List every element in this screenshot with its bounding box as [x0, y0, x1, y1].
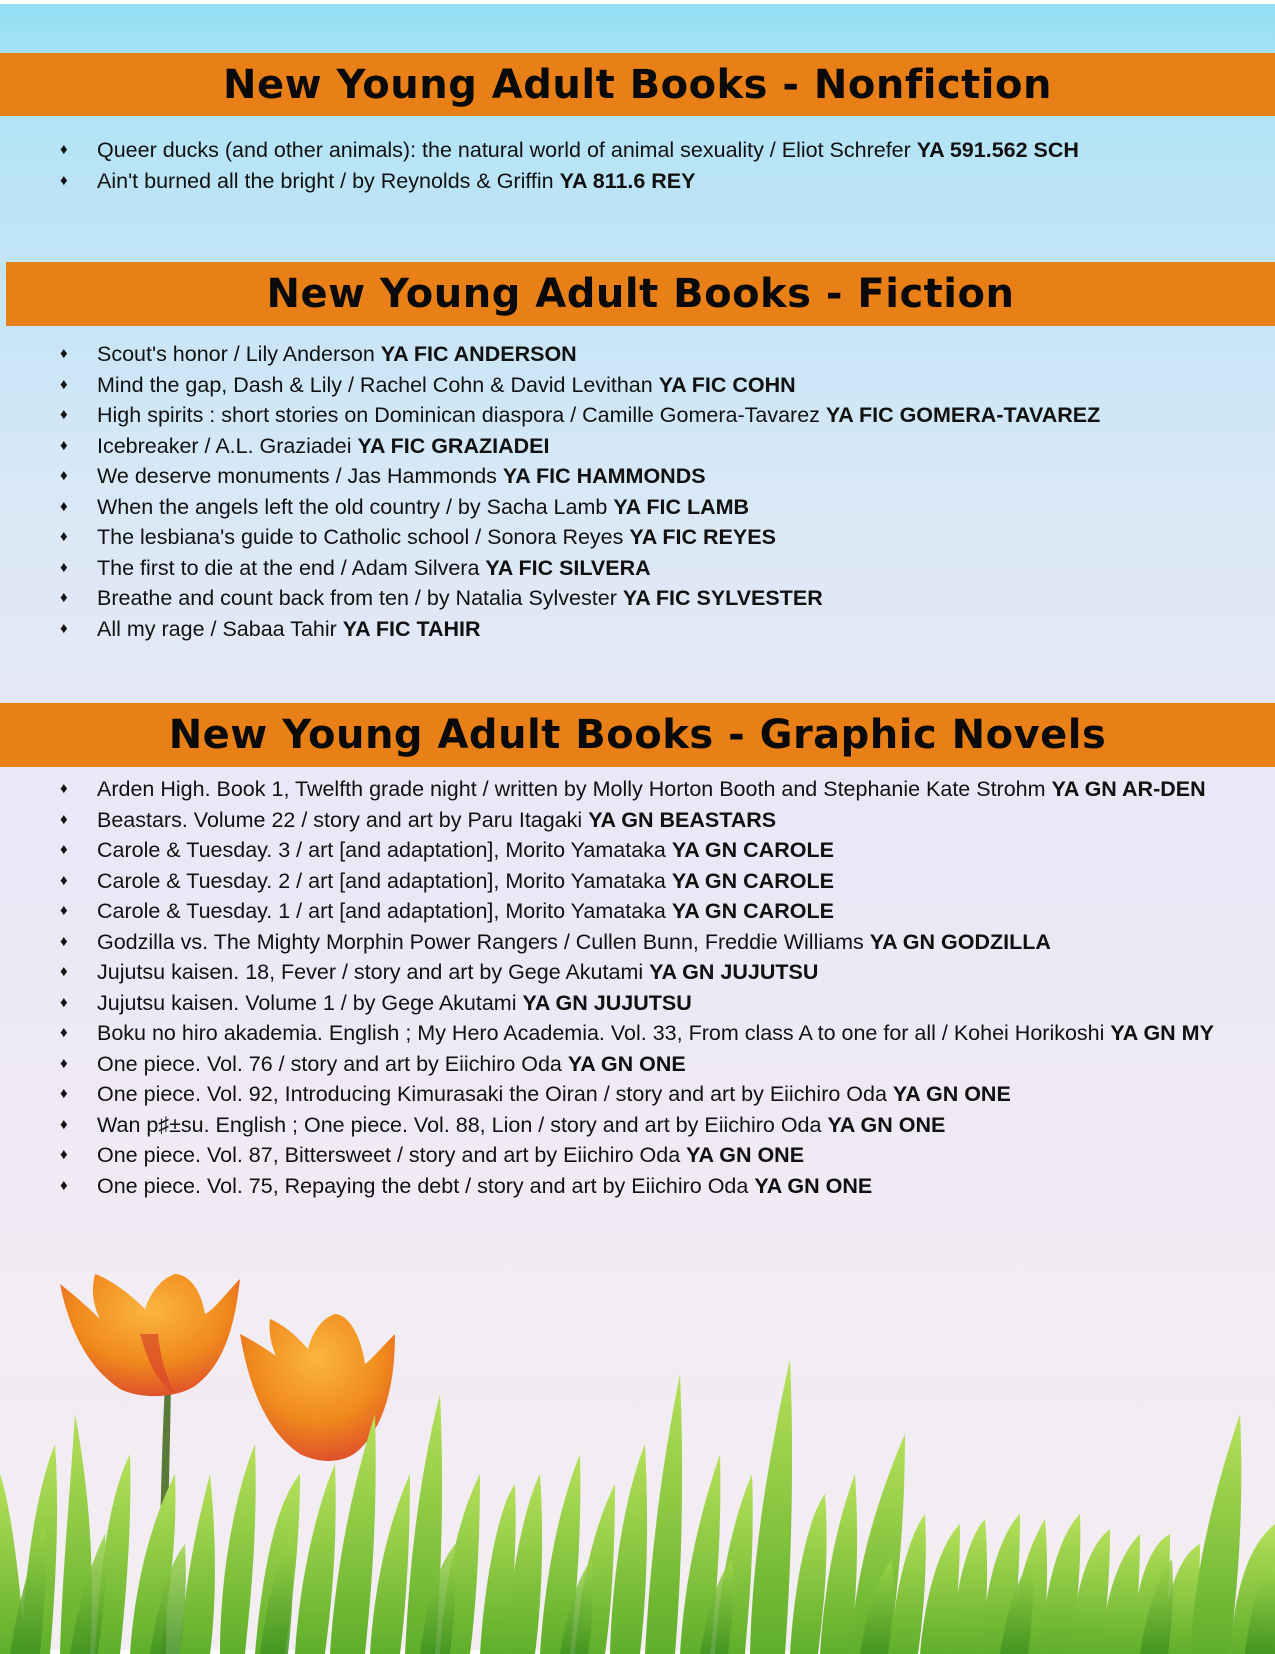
- book-title-author: Icebreaker / A.L. Graziadei: [97, 433, 358, 458]
- call-number: YA FIC LAMB: [613, 494, 750, 519]
- book-title-author: One piece. Vol. 76 / story and art by Eiichiro Oda: [97, 1051, 568, 1076]
- book-list-item: [0, 866, 1275, 897]
- section-title-graphic-novels: New Young Adult Books - Graphic Novels: [168, 712, 1107, 758]
- book-list-item: [0, 614, 1275, 645]
- book-list-item: [0, 1079, 1275, 1110]
- book-title-author: The lesbiana's guide to Catholic school / Sonora Reyes: [97, 525, 630, 549]
- book-title-author: Godzilla vs. The Mighty Morphin Power Rangers / Cullen Bunn, Freddie Williams: [97, 929, 870, 954]
- book-title-author: Scout's honor / Lily Anderson: [97, 342, 381, 366]
- book-list-item: [0, 927, 1275, 958]
- book-list-item: [0, 431, 1275, 462]
- diamond-bullet-icon: ♦: [60, 589, 68, 606]
- call-number: YA GN CAROLE: [671, 868, 834, 893]
- section-banner-graphic-novels: [0, 703, 1275, 767]
- call-number: YA GN ONE: [892, 1082, 1011, 1106]
- call-number: YA GN ONE: [754, 1173, 873, 1198]
- call-number: YA GN ONE: [686, 1143, 805, 1167]
- call-number: YA GN JUJUTSU: [649, 960, 819, 984]
- book-list-item: [0, 774, 1275, 805]
- diamond-bullet-icon: ♦: [60, 810, 68, 828]
- diamond-bullet-icon: ♦: [60, 1146, 68, 1163]
- book-list-item: [0, 461, 1275, 492]
- book-list-item: [0, 835, 1275, 866]
- book-title-author: Boku no hiro akademia. English ; My Hero Academia. Vol. 33, From class A to one for all / Kohei Horikoshi: [97, 1021, 1111, 1045]
- call-number: YA 811.6 REY: [559, 168, 696, 193]
- diamond-bullet-icon: ♦: [60, 1024, 68, 1041]
- diamond-bullet-icon: ♦: [60, 1115, 68, 1133]
- call-number: YA GN ONE: [827, 1112, 946, 1137]
- book-list-item: [0, 370, 1275, 401]
- book-title-author: We deserve monuments / Jas Hammonds: [97, 464, 503, 488]
- book-list-item: [0, 583, 1275, 614]
- book-list-item: [0, 522, 1275, 553]
- diamond-bullet-icon: ♦: [60, 619, 68, 637]
- diamond-bullet-icon: ♦: [60, 841, 68, 858]
- book-title-author: When the angels left the old country / by Sacha Lamb: [97, 494, 614, 519]
- diamond-bullet-icon: ♦: [60, 1054, 68, 1072]
- diamond-bullet-icon: ♦: [60, 436, 68, 454]
- call-number: YA FIC REYES: [629, 525, 776, 549]
- book-title-author: Carole & Tuesday. 3 / art [and adaptation], Morito Yamataka: [97, 838, 672, 862]
- call-number: YA 591.562 SCH: [916, 138, 1079, 162]
- book-title-author: Ain't burned all the bright / by Reynolds & Griffin: [97, 168, 560, 193]
- book-list-item: [0, 988, 1275, 1019]
- book-title-author: One piece. Vol. 75, Repaying the debt / story and art by Eiichiro Oda: [97, 1173, 755, 1198]
- diamond-bullet-icon: ♦: [60, 141, 68, 158]
- diamond-bullet-icon: ♦: [60, 1085, 68, 1102]
- book-title-author: One piece. Vol. 92, Introducing Kimurasaki the Oiran / story and art by Eiichiro Oda: [97, 1082, 893, 1106]
- call-number: YA GN CAROLE: [671, 899, 834, 923]
- nonfiction-book-list: [0, 135, 1275, 196]
- book-title-author: Wan p♯±su. English ; One piece. Vol. 88, Lion / story and art by Eiichiro Oda: [97, 1112, 828, 1137]
- call-number: YA GN GODZILLA: [869, 929, 1051, 954]
- call-number: YA FIC GOMERA-TAVAREZ: [825, 403, 1101, 427]
- diamond-bullet-icon: ♦: [60, 558, 68, 576]
- diamond-bullet-icon: ♦: [60, 528, 68, 545]
- book-list-item: [0, 1018, 1275, 1049]
- book-list-item: [0, 1110, 1275, 1141]
- diamond-bullet-icon: ♦: [60, 171, 68, 189]
- book-list-item: [0, 553, 1275, 584]
- book-title-author: Mind the gap, Dash & Lily / Rachel Cohn & David Levithan: [97, 372, 659, 397]
- call-number: YA GN JUJUTSU: [522, 990, 692, 1015]
- book-list-item: [0, 400, 1275, 431]
- book-list-item: [0, 1140, 1275, 1171]
- book-list-item: [0, 339, 1275, 370]
- section-banner-fiction: [6, 262, 1275, 326]
- diamond-bullet-icon: ♦: [60, 497, 68, 515]
- book-list-item: [0, 1049, 1275, 1080]
- book-title-author: Beastars. Volume 22 / story and art by Paru Itagaki: [97, 807, 589, 832]
- book-title-author: All my rage / Sabaa Tahir: [97, 616, 343, 641]
- book-title-author: One piece. Vol. 87, Bittersweet / story and art by Eiichiro Oda: [97, 1143, 687, 1167]
- book-title-author: Carole & Tuesday. 1 / art [and adaptation], Morito Yamataka: [97, 899, 672, 923]
- call-number: YA FIC TAHIR: [342, 616, 481, 641]
- book-list-item: [0, 957, 1275, 988]
- diamond-bullet-icon: ♦: [60, 932, 68, 950]
- book-title-author: Breathe and count back from ten / by Natalia Sylvester: [97, 586, 623, 610]
- section-banner-nonfiction: [0, 53, 1275, 116]
- call-number: YA FIC COHN: [658, 372, 796, 397]
- call-number: YA FIC ANDERSON: [380, 342, 577, 366]
- diamond-bullet-icon: ♦: [60, 1176, 68, 1194]
- book-list-item: [0, 896, 1275, 927]
- call-number: YA GN BEASTARS: [588, 807, 777, 832]
- book-title-author: Carole & Tuesday. 2 / art [and adaptation], Morito Yamataka: [97, 868, 672, 893]
- call-number: YA FIC SILVERA: [485, 555, 651, 580]
- book-title-author: Jujutsu kaisen. Volume 1 / by Gege Akutami: [97, 990, 523, 1015]
- graphic-novels-book-list: [0, 774, 1275, 1201]
- tulips-grass-illustration: [0, 1274, 1275, 1654]
- book-title-author: The first to die at the end / Adam Silvera: [97, 555, 486, 580]
- book-title-author: Queer ducks (and other animals): the natural world of animal sexuality / Eliot Schrefer: [97, 138, 917, 162]
- book-title-author: Jujutsu kaisen. 18, Fever / story and art by Gege Akutami: [97, 960, 650, 984]
- diamond-bullet-icon: ♦: [60, 963, 68, 980]
- diamond-bullet-icon: ♦: [60, 375, 68, 393]
- book-list-item: [0, 135, 1275, 166]
- section-title-nonfiction: New Young Adult Books - Nonfiction: [223, 61, 1052, 108]
- diamond-bullet-icon: ♦: [60, 780, 68, 797]
- fiction-book-list: [0, 339, 1275, 644]
- call-number: YA GN MY: [1110, 1021, 1214, 1045]
- book-title-author: Arden High. Book 1, Twelfth grade night / written by Molly Horton Booth and Stephanie Kate Strohm: [97, 777, 1052, 801]
- diamond-bullet-icon: ♦: [60, 871, 68, 889]
- book-list-item: [0, 805, 1275, 836]
- call-number: YA FIC GRAZIADEI: [357, 433, 550, 458]
- call-number: YA GN CAROLE: [671, 838, 834, 862]
- book-list-item: [0, 492, 1275, 523]
- call-number: YA GN AR-DEN: [1051, 777, 1206, 801]
- flyer-page: [0, 4, 1275, 1650]
- call-number: YA FIC SYLVESTER: [622, 586, 823, 610]
- book-title-author: High spirits : short stories on Dominican diaspora / Camille Gomera-Tavarez: [97, 403, 826, 427]
- diamond-bullet-icon: ♦: [60, 993, 68, 1011]
- diamond-bullet-icon: ♦: [60, 467, 68, 484]
- diamond-bullet-icon: ♦: [60, 345, 68, 362]
- diamond-bullet-icon: ♦: [60, 406, 68, 423]
- call-number: YA FIC HAMMONDS: [502, 464, 706, 488]
- book-list-item: [0, 1171, 1275, 1202]
- diamond-bullet-icon: ♦: [60, 902, 68, 919]
- section-title-fiction: New Young Adult Books - Fiction: [266, 271, 1015, 317]
- book-list-item: [0, 166, 1275, 197]
- call-number: YA GN ONE: [567, 1051, 686, 1076]
